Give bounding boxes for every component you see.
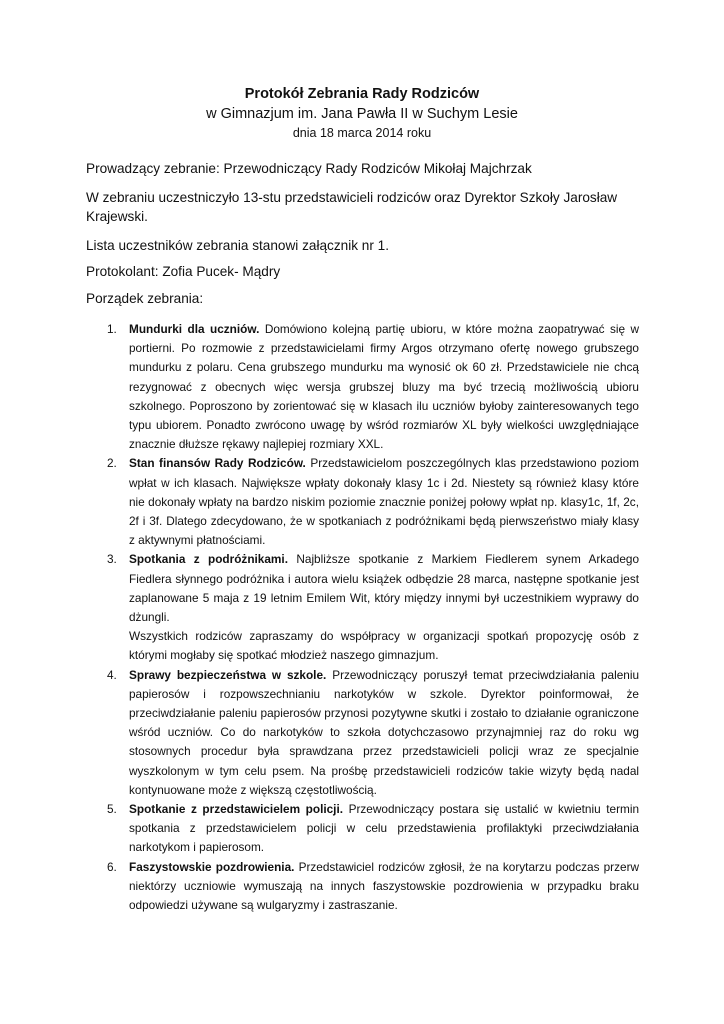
agenda-item-number: 6. [107, 859, 117, 874]
agenda-item-number: 4. [107, 667, 117, 682]
agenda-item-number: 3. [107, 552, 117, 567]
agenda-item-number: 1. [107, 322, 117, 336]
attendance-note: W zebraniu uczestniczyło 13-stu przedstawicieli rodziców oraz Dyrektor Szkoły Jarosław Krajewski. [86, 190, 618, 224]
document-title: Protokół Zebrania Rady Rodziców [244, 86, 480, 102]
participants-list-note: Lista uczestników zebrania stanowi załącznik nr 1. [86, 238, 389, 253]
agenda-item [0, 454, 639, 550]
agenda-item-heading: Stan finansów Rady Rodziców. [129, 456, 306, 471]
agenda-item-text: Przedstawiciel rodziców zgłosił, że na korytarzu podczas przerw niektórzy uczniowie wymuszają na innych faszystowskie pozdrowienia w przypadku braku odpowiedzi używane są wulgaryzmy i zastraszanie. [129, 859, 640, 913]
agenda-item-text: Przedstawicielom poszczególnych klas przedstawiono poziom wpłat w ich klasach. Największe wpłaty dokonały klasy 1c i 2d. Niestety są również klasy które nie dokonały wpłaty na bardzo niskim poziomie znacznie poniżej połowy wpłat np. klasy1c, 1f, 2c, 2f i 3f. Dlatego zdecydowano, że w spotkaniach z podróżnikami będą pierwszeństwo miały klasy z aktywnymi płatnościami. [129, 456, 640, 548]
agenda-item-heading: Spotkania z podróżnikami. [129, 552, 288, 567]
agenda-item-extra-text: Wszystkich rodziców zapraszamy do współpracy w organizacji spotkań propozycję osób z którymi mogłaby się spotkać młodzież naszego gimnazjum. [129, 629, 639, 663]
agenda-item [0, 858, 639, 916]
agenda-label: Porządek zebrania: [86, 291, 204, 306]
agenda-list [0, 320, 724, 915]
agenda-item [0, 800, 639, 858]
agenda-item-heading: Mundurki dla uczniów. [129, 322, 260, 336]
agenda-item [0, 320, 639, 454]
document-date: dnia 18 marca 2014 roku [292, 126, 432, 140]
document-subtitle: w Gimnazjum im. Jana Pawła II w Suchym Lesie [206, 106, 518, 122]
agenda-item [0, 550, 639, 665]
agenda-item-number: 2. [107, 456, 117, 471]
agenda-item-text: Przewodniczący poruszył temat przeciwdziałania paleniu papierosów i rozpowszechnianiu narkotyków w szkole. Dyrektor poinformował, że przeciwdziałanie paleniu papierosów przynosi pozytywne skutki i zostało to działanie ograniczone wśród uczniów. Co do narkotyków to szkoła dotychczasowo przynajmniej raz do roku wg stosownych procedur była sprawdzana przez przedstawicieli policji wraz ze specjalnie wyszkolonym w tym celu psem. Na prośbę przedstawicieli rodziców takie wizyty będą nadal kontynuowane może z większą częstotliwością. [129, 667, 640, 797]
minutes-taker: Protokolant: Zofia Pucek- Mądry [86, 264, 281, 279]
agenda-item [0, 666, 639, 800]
agenda-item-heading: Faszystowskie pozdrowienia. [129, 859, 295, 874]
agenda-item-heading: Spotkanie z przedstawicielem policji. [129, 802, 344, 817]
agenda-item-text: Domówiono kolejną partię ubioru, w które można zaopatrywać się w portierni. Po rozmowie z przedstawicielami firmy Argos otrzymano ofertę nowego grubszego mundurku z polaru. Cena grubszego mundurku ma wynosić ok 60 zł. Przedstawiciele nie chcą rezygnować z obecnych więc wersja grubszej bluzy ma być trzecią możliwością ubioru szkolnego. Poproszono by zorientować się w klasach ilu uczniów byłoby zainteresowanych tego typu ubiorem. Ponadto zwrócono uwagę by wśród rozmiarów XL były wielkości uwzględniające znacznie dłuższe rękawy najlepiej rozmiary XXL. [129, 322, 639, 452]
agenda-item-number: 5. [107, 802, 117, 817]
agenda-item-text: Najbliższe spotkanie z Markiem Fiedlerem synem Arkadego Fiedlera słynnego podróżnika i autora wielu książek odbędzie 28 marca, następne spotkanie jest zaplanowane 5 maja z 19 letnim Emilem Wit, który między innymi był uczestnikiem wyprawy do dżungli. [129, 552, 639, 625]
agenda-item-heading: Sprawy bezpieczeństwa w szkole. [129, 667, 327, 682]
agenda-item-text: Przewodniczący postara się ustalić w kwietniu termin spotkania z przedstawicielem policji w celu przedstawienia profilaktyki przeciwdziałania narkotykom i papierosom. [129, 802, 640, 855]
meeting-chair: Prowadzący zebranie: Przewodniczący Rady Rodziców Mikołaj Majchrzak [86, 161, 532, 176]
